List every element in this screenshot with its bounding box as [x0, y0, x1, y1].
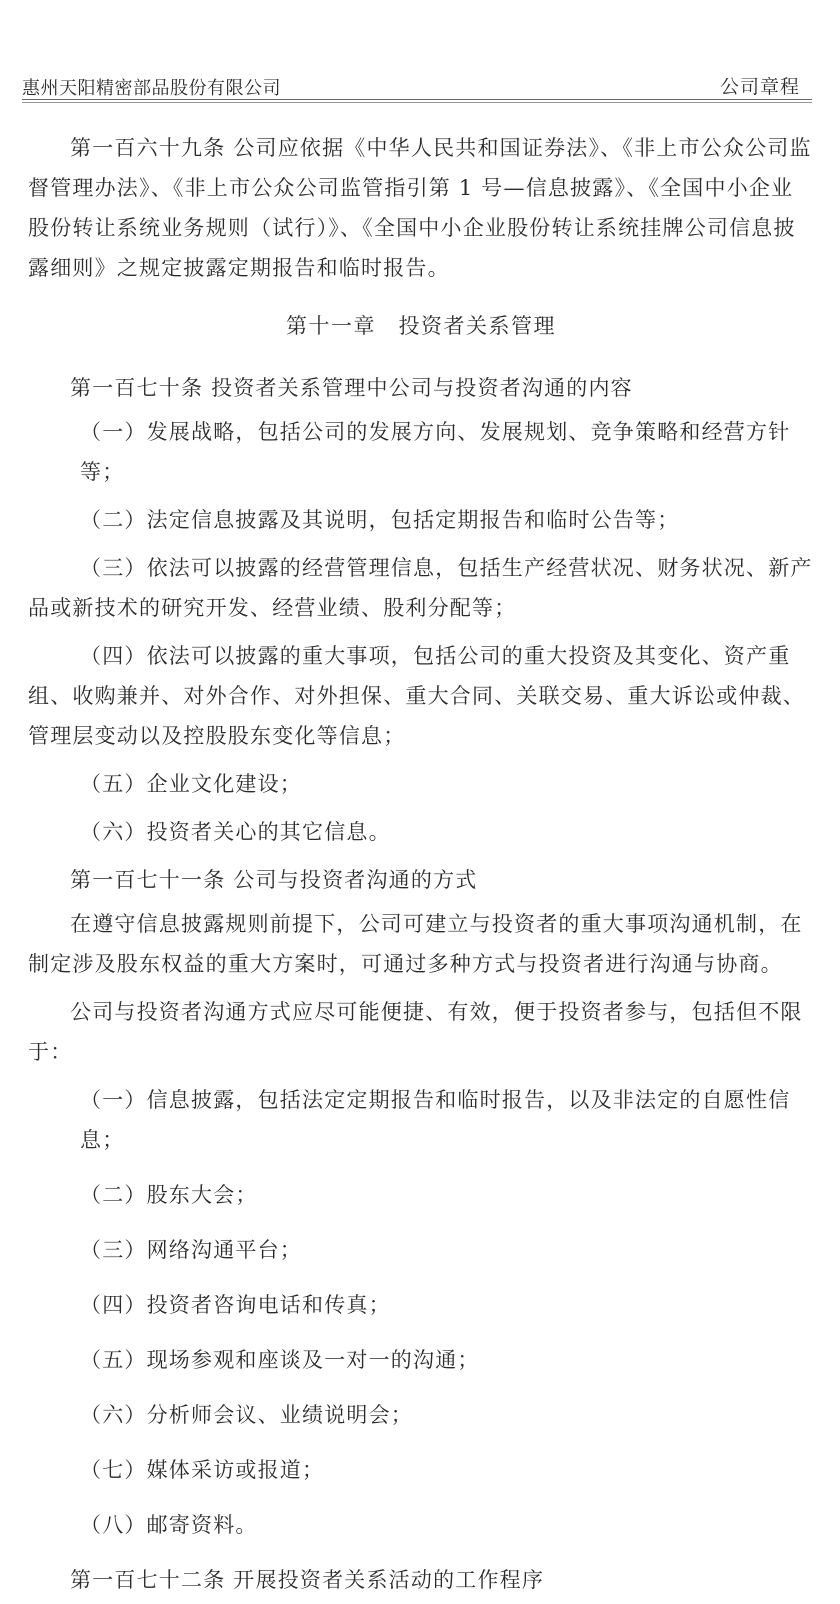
header-divider [22, 99, 812, 100]
list-item: （七）媒体采访或报道； [80, 1458, 325, 1482]
article-171-paragraph-2: 公司与投资者沟通方式应尽可能便捷、有效，便于投资者参与，包括但不限于： [28, 1000, 803, 1064]
list-item: （一）信息披露，包括法定定期报告和临时报告，以及非法定的自愿性信息； [80, 1088, 791, 1152]
article-171-title: 第一百七十一条 公司与投资者沟通的方式 [70, 868, 478, 892]
page-header [22, 70, 812, 100]
list-item: （二）股东大会； [80, 1183, 258, 1207]
article-170-title: 第一百七十条 投资者关系管理中公司与投资者沟通的内容 [70, 376, 633, 400]
article-172-title: 第一百七十二条 开展投资者关系活动的工作程序 [70, 1568, 545, 1592]
list-item: （三）依法可以披露的经营管理信息，包括生产经营状况、财务状况、新产品或新技术的研究开发、经营业绩、股利分配等； [28, 556, 813, 620]
list-item: （六）投资者关心的其它信息。 [80, 820, 391, 844]
list-item: （八）邮寄资料。 [80, 1513, 258, 1537]
list-item: （五）企业文化建设； [80, 772, 302, 796]
list-item: （四）投资者咨询电话和传真； [80, 1293, 391, 1317]
article-170-list [28, 412, 814, 852]
list-item: （三）网络沟通平台； [80, 1238, 302, 1262]
article-171-paragraph-1: 在遵守信息披露规则前提下，公司可建立与投资者的重大事项沟通机制，在制定涉及股东权益的重大方案时，可通过多种方式与投资者进行沟通与协商。 [28, 912, 803, 976]
document-body [28, 128, 814, 1604]
list-item: （五）现场参观和座谈及一对一的沟通； [80, 1348, 480, 1372]
article-171-list [28, 1080, 814, 1545]
header-document-type: 公司章程 [719, 76, 800, 98]
article-169: 第一百六十九条 公司应依据《中华人民共和国证券法》、《非上市公众公司监督管理办法》、《非上市公众公司监管指引第 1 号—信息披露》、《全国中小企业股份转让系统业务规则（试行）》、《全国中小企业股份转让系统挂牌公司信息披露细则》之规定披露定期报告和临时报告。 [28, 136, 812, 280]
chapter-title: 第十一章 投资者关系管理 [286, 314, 556, 338]
list-item: （六）分析师会议、业绩说明会； [80, 1403, 413, 1427]
list-item: （四）依法可以披露的重大事项，包括公司的重大投资及其变化、资产重组、收购兼并、对外合作、对外担保、重大合同、关联交易、重大诉讼或仲裁、管理层变动以及控股股东变化等信息； [28, 644, 805, 748]
list-item: （一）发展战略，包括公司的发展方向、发展规划、竞争策略和经营方针等； [80, 420, 791, 484]
header-company-name: 惠州天阳精密部品股份有限公司 [22, 78, 281, 99]
list-item: （二）法定信息披露及其说明，包括定期报告和临时公告等； [80, 508, 680, 532]
header-divider-secondary [22, 102, 812, 103]
